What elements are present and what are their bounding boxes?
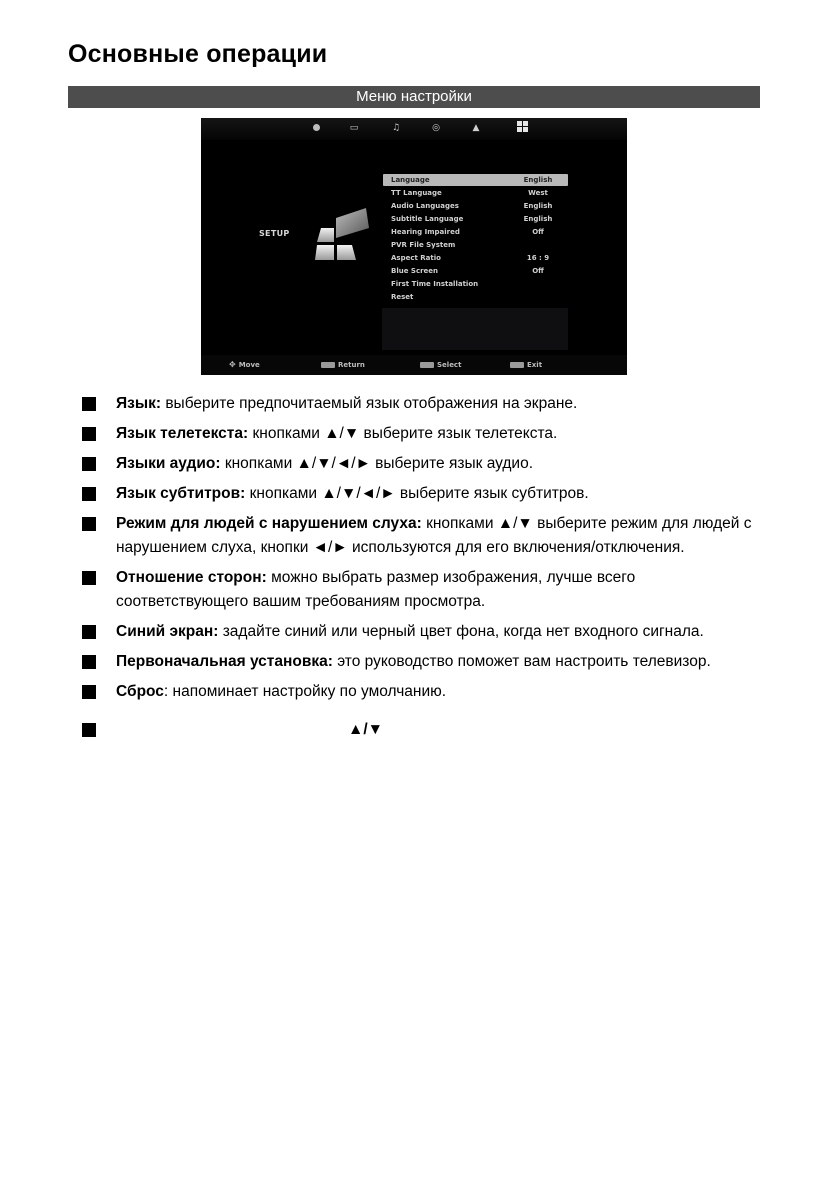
menu-item-pvr-file-system[interactable]: PVR File System [391,241,456,249]
move-arrows-icon: ✥ [229,360,236,369]
tv-hint-bar [201,355,627,375]
menu-item-first-time-installation[interactable]: First Time Installation [391,280,479,288]
square-bullet-icon [82,723,96,737]
music-icon: ♫ [391,123,401,133]
square-bullet-icon [82,655,96,669]
page-title: Основные операции [68,40,328,68]
exit-key-icon [510,362,524,368]
menu-empty-panel [382,308,568,350]
list-item-hearing-impaired: Режим для людей с нарушением слуха: кнопками ▲/▼ выберите режим для людей с нарушением слуха, кнопки ◄/► используются для его включения/отключения. [82,512,762,560]
setup-logo-icon [314,206,374,262]
square-bullet-icon [82,397,96,411]
hint-select: Select [420,360,461,370]
section-header: Меню настройки [68,86,760,108]
square-bullet-icon [82,487,96,501]
lock-icon: ▲ [472,123,480,133]
list-item-language: Язык: выберите предпочитаемый язык отображения на экране. [82,392,762,416]
tv-icon: ▭ [349,123,359,133]
picture-icon [311,123,321,133]
tv-top-icon-bar [201,118,627,140]
setup-menu-list [383,174,568,304]
hint-exit: Exit [510,360,542,370]
menu-item-aspect-ratio[interactable]: Aspect Ratio 16 : 9 [391,254,550,262]
list-item-tt-language: Язык телетекста: кнопками ▲/▼ выберите язык телетекста. [82,422,762,446]
menu-item-language[interactable]: Language English [383,174,568,186]
list-item-subtitle-language: Язык субтитров: кнопками ▲/▼/◄/► выберите язык субтитров. [82,482,762,506]
square-bullet-icon [82,517,96,531]
square-bullet-icon [82,625,96,639]
setup-grid-icon [517,121,529,133]
clock-icon: ◎ [432,123,440,133]
tv-setup-screenshot [201,118,627,375]
list-item-partial: ▲/▼ [82,718,762,742]
enter-key-icon [420,362,434,368]
hint-return: Return [321,360,365,370]
square-bullet-icon [82,571,96,585]
list-item-first-time-installation: Первоначальная установка: это руководство поможет вам настроить телевизор. [82,650,762,674]
hint-move: ✥ Move [229,360,260,369]
list-item-blue-screen: Синий экран: задайте синий или черный цвет фона, когда нет входного сигнала. [82,620,762,644]
menu-item-audio-languages[interactable]: Audio Languages English [391,202,553,210]
menu-item-tt-language[interactable]: TT Language West [391,189,548,197]
settings-description-list [82,392,762,748]
square-bullet-icon [82,427,96,441]
menu-item-subtitle-language[interactable]: Subtitle Language English [391,215,553,223]
square-bullet-icon [82,457,96,471]
menu-item-blue-screen[interactable]: Blue Screen Off [391,267,544,275]
square-bullet-icon [82,685,96,699]
list-item-audio-languages: Языки аудио: кнопками ▲/▼/◄/► выберите язык аудио. [82,452,762,476]
menu-item-hearing-impaired[interactable]: Hearing Impaired Off [391,228,544,236]
menu-key-icon [321,362,335,368]
menu-item-reset[interactable]: Reset [391,293,414,301]
setup-label: SETUP [259,229,290,238]
list-item-reset: Сброс: напоминает настройку по умолчанию. [82,680,762,704]
list-item-aspect-ratio: Отношение сторон: можно выбрать размер изображения, лучше всего соответствующего вашим требованиям просмотра. [82,566,762,614]
